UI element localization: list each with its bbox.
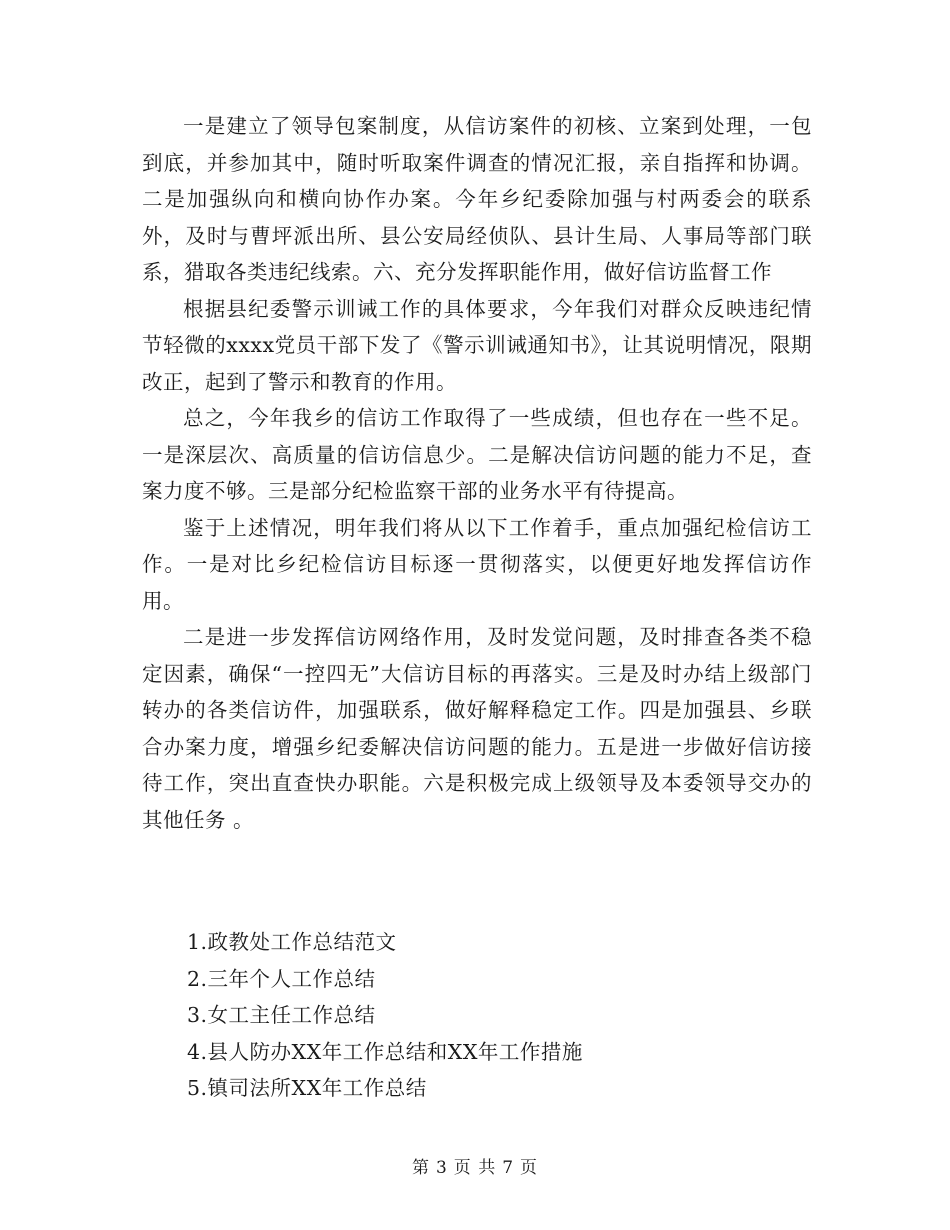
paragraph-2: 根据县纪委警示训诫工作的具体要求，今年我们对群众反映违纪情节轻微的xxxx党员干部下发了《警示训诫通知书》，让其说明情况，限期改正，起到了警示和教育的作用。 xyxy=(142,296,812,394)
paragraph-1: 一是建立了领导包案制度，从信访案件的初核、立案到处理，一包到底，并参加其中，随时听取案件调查的情况汇报，亲自指挥和协调。二是加强纵向和横向协作办案。今年乡纪委除加强与村两委会的联系外，及时与曹坪派出所、县公安局经侦队、县计生局、人事局等部门联系，猎取各类违纪线索。六、充分发挥职能作用，做好信访监督工作 xyxy=(142,114,812,284)
related-article-link[interactable]: 4.县人防办XX年工作总结和XX年工作措施 xyxy=(187,1039,583,1064)
related-article-link[interactable]: 5.镇司法所XX年工作总结 xyxy=(187,1076,427,1100)
page-footer xyxy=(0,1153,950,1178)
related-article-link[interactable]: 2.三年个人工作总结 xyxy=(187,966,376,991)
footer-prefix: 第 xyxy=(411,1158,430,1178)
document-body xyxy=(142,108,812,838)
related-articles-list xyxy=(187,924,583,1107)
paragraph-5: 二是进一步发挥信访网络作用，及时发觉问题，及时排查各类不稳定因素，确保“一控四无”大信访目标的再落实。三是及时办结上级部门转办的各类信访件，加强联系，做好解释稳定工作。四是加强县、乡联合办案力度，增强乡纪委解决信访问题的能力。五是进一步做好信访接待工作，突出直查快办职能。六是积极完成上级领导及本委领导交办的其他任务 。 xyxy=(142,625,812,832)
footer-middle: 页 共 xyxy=(453,1158,497,1178)
paragraph-4: 鉴于上述情况，明年我们将从以下工作着手，重点加强纪检信访工作。一是对比乡纪检信访目标逐一贯彻落实，以便更好地发挥信访作用。 xyxy=(142,515,812,613)
total-pages: 7 xyxy=(502,1158,515,1178)
footer-suffix: 页 xyxy=(520,1158,539,1178)
related-article-link[interactable]: 1.政教处工作总结范文 xyxy=(187,930,397,954)
paragraph-3: 总之，今年我乡的信访工作取得了一些成绩，但也存在一些不足。一是深层次、高质量的信访信息少。二是解决信访问题的能力不足，查案力度不够。三是部分纪检监察干部的业务水平有待提高。 xyxy=(142,406,812,503)
page-number: 3 xyxy=(435,1158,448,1178)
related-article-link[interactable]: 3.女工主任工作总结 xyxy=(187,1003,376,1027)
